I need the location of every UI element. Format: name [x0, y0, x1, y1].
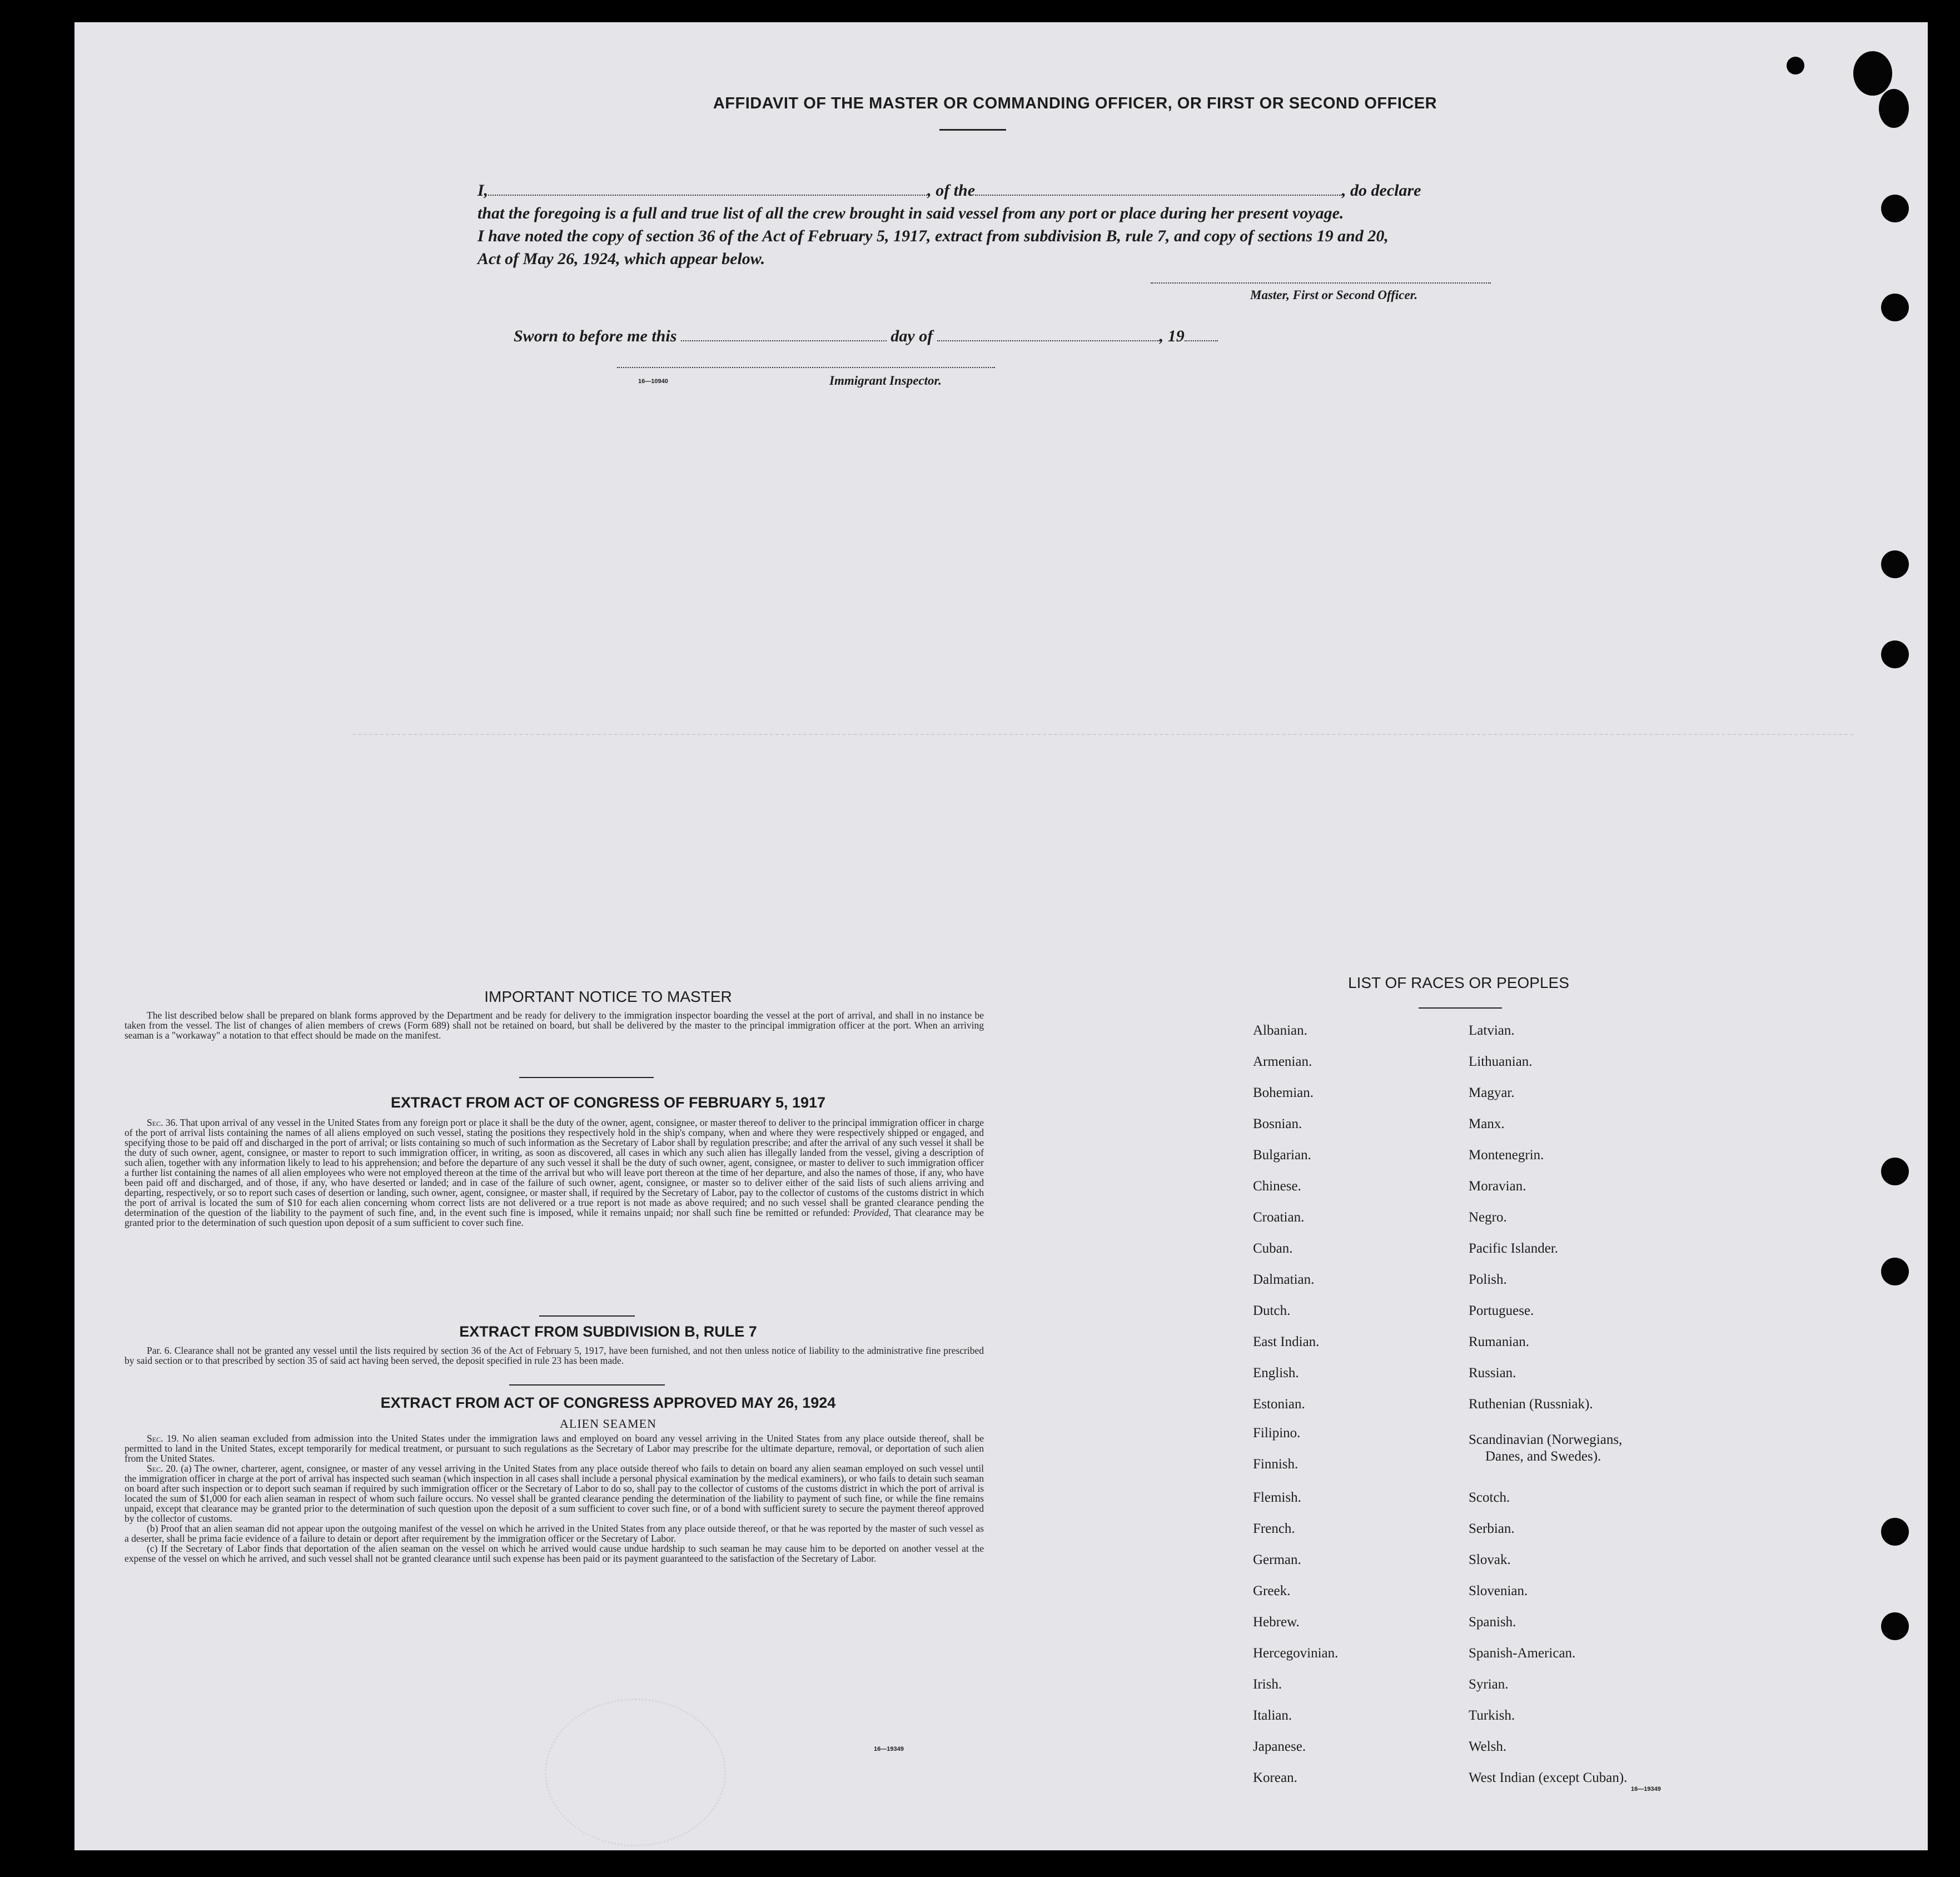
race-item: Bulgarian.: [1253, 1148, 1311, 1163]
ink-blot: [1787, 57, 1804, 75]
race-item: Turkish.: [1469, 1708, 1515, 1723]
race-item: Latvian.: [1469, 1023, 1515, 1038]
faint-seal-stamp: [545, 1699, 726, 1846]
race-item: Welsh.: [1469, 1739, 1507, 1754]
race-item: Serbian.: [1469, 1521, 1515, 1536]
race-item: Moravian.: [1469, 1179, 1526, 1194]
punch-hole: [1881, 550, 1909, 578]
rule-7-paragraph: Par. 6. Clearance shall not be granted any vessel until the lists required by section 36 of the Act of February 5, 1917, have been furnished, and not then unless notice of liability to the administrative fine prescribed by said section or to that prescribed by section 35 of said act having been served, the deposit specified in rule 23 has been made.: [125, 1345, 984, 1366]
race-item: Dalmatian.: [1253, 1272, 1315, 1287]
affidavit-line-1: [477, 179, 1589, 202]
extract-1924-title: EXTRACT FROM ACT OF CONGRESS APPROVED MAY 26, 1924: [380, 1394, 836, 1411]
affidavit-line-4: Act of May 26, 1924, which appear below.: [477, 250, 765, 268]
master-signature-line[interactable]: [1151, 282, 1491, 284]
race-item: Polish.: [1469, 1272, 1507, 1287]
race-item: Magyar.: [1469, 1085, 1515, 1100]
race-item: English.: [1253, 1365, 1299, 1381]
sec-36-text: That upon arrival of any vessel in the United States from any foreign port or place it shall be the duty of the owner, agent, consignee, or master thereof to deliver to the principal immigration officer in charge of the port of arrival lists containing the names of all aliens employed on such vessel, stating the positions they respectively hold in the ship's company, when and where they were respectively shipped or engaged, and specifying those to be paid off and discharged in the port of arrival; or lists containing so much of such information as the Secretary of Labor shall by regulation prescribe; and after the arrival of any such vessel it shall be the duty of such owner, agent, consignee, or master to report to such immigration officer, in writing, as soon as discovered, all cases in which any such alien has illegally landed from the vessel, giving a description of such alien, together with any information likely to lead to his apprehension; and before the departure of any such vessel it shall be the duty of such owner, agent, consignee, or master to deliver to such immigration officer a further list containing the names of all alien employees who were not employed thereon at the time of the arrival but who will leave port thereon at the time of her departure, and also the names of those, if any, who have been paid off and discharged, and of those, if any, who have deserted or landed; and in case of the failure of such owner, agent, consignee, or master so to deliver either of the said lists of such aliens arriving and departing, respectively, or so to report such cases of desertion or landing, such owner, agent, consignee, or master shall, if required by the Secretary of Labor, pay to the collector of customs of the customs district in which the port of arrival is located the sum of $10 for each alien concerning whom correct lists are not delivered or a true report is not made as above required; and no such vessel shall be granted clearance pending the determination of the question of the liability to the payment of such fine, and, in the event such fine is imposed, while it remains unpaid; nor shall such fine be remitted or refunded:: [125, 1117, 984, 1218]
alien-seamen-subtitle: ALIEN SEAMEN: [560, 1417, 656, 1431]
extract-1917-title: EXTRACT FROM ACT OF CONGRESS OF FEBRUARY 5, 1917: [390, 1094, 826, 1111]
race-item: Greek.: [1253, 1583, 1291, 1598]
race-item: Rumanian.: [1469, 1334, 1530, 1349]
master-signature-label: Master, First or Second Officer.: [1250, 288, 1418, 302]
race-item: Portuguese.: [1469, 1303, 1534, 1318]
vessel-blank[interactable]: [975, 182, 1342, 196]
sec-20-label: Sec. 20.: [147, 1463, 178, 1474]
sec-36-label: Sec. 36.: [147, 1117, 178, 1128]
races-title: LIST OF RACES OR PEOPLES: [1348, 974, 1569, 991]
race-item: Armenian.: [1253, 1054, 1312, 1069]
divider: [519, 1077, 654, 1078]
race-item: Pacific Islander.: [1469, 1241, 1559, 1256]
race-item: French.: [1253, 1521, 1295, 1536]
race-item: Ruthenian (Russniak).: [1469, 1397, 1593, 1412]
race-item: Negro.: [1469, 1210, 1507, 1225]
sec-19-label: Sec. 19.: [147, 1433, 179, 1444]
punch-hole: [1881, 294, 1909, 321]
notice-body: [125, 1010, 984, 1040]
notice-title: IMPORTANT NOTICE TO MASTER: [484, 988, 732, 1005]
fold-crease: [352, 734, 1853, 735]
race-item: Flemish.: [1253, 1490, 1301, 1505]
sec-19-text: No alien seaman excluded from admission into the United States under the immigration laws and employed on board any vessel arriving in the United States from any place outside thereof, shall be permitted to land in the United States, except temporarily for medical treatment, or pursuant to such regulations as the Secretary of Labor may prescribe for the ultimate departure, removal, or deportation of such alien from the United States.: [125, 1433, 984, 1464]
race-item: Scandinavian (Norwegians,: [1469, 1432, 1623, 1447]
race-item: Croatian.: [1253, 1210, 1305, 1225]
affidavit-i: I,: [477, 181, 489, 200]
sworn-label: Sworn to before me this: [514, 327, 677, 345]
race-item: Manx.: [1469, 1116, 1505, 1131]
race-item: Bohemian.: [1253, 1085, 1314, 1100]
race-item: East Indian.: [1253, 1334, 1320, 1349]
sec-20b-paragraph: (b) Proof that an alien seaman did not appear upon the outgoing manifest of the vessel on which he arrived in the United States from any place outside thereof, or that he was reported by the master of such vessel as a deserter, shall be prima facie evidence of a failure to detain or deport after requirement by the immigration officer or the Secretary of Labor.: [125, 1523, 984, 1544]
race-item: Finnish.: [1253, 1457, 1299, 1472]
notice-paragraph: The list described below shall be prepared on blank forms approved by the Department and be ready for delivery to the immigration inspector boarding the vessel at the port of arrival, and shall in no instance be taken from the vessel. The list of changes of alien members of crews (Form 689) shall not be retained on board, but shall be delivered by the master to the principal immigration officer at the port. When an arriving seaman is a "workaway" a notation to that effect should be made on the manifest.: [125, 1010, 984, 1041]
do-declare-label: , do declare: [1342, 181, 1421, 200]
race-item: Hercegovinian.: [1253, 1646, 1339, 1661]
divider: [539, 1315, 635, 1317]
races-form-number: 16—19349: [1631, 1786, 1661, 1792]
affidavit-line-3: I have noted the copy of section 36 of the Act of February 5, 1917, extract from subdivision B, rule 7, and copy of sections 19 and 20,: [477, 227, 1389, 245]
affidavit-form-number: 16—10940: [638, 378, 668, 385]
race-item: Japanese.: [1253, 1739, 1306, 1754]
sworn-line: [514, 327, 1218, 346]
sec-20a-text: (a) The owner, charterer, agent, consignee, or master of any vessel arriving in the United States from any place outside thereof who fails to detain on board any alien seaman employed on such vessel until the immigration officer in charge at the port of arrival has inspected such seaman (which inspection in all cases shall include a personal physical examination by the medical examiners), or who fails to detain such seaman on board after such inspection or to deport such seaman if required by such immigration officer or the Secretary of Labor to do so, shall pay to the collector of customs of the customs district in which the port of arrival is located the sum of $1,000 for each alien seaman in respect of whom such failure occurs. No vessel shall be granted clearance pending the determination of the liability to payment of such fine, or while the fine remains unpaid, except that clearance may be granted prior to the determination of such question upon the deposit of a sum sufficient to cover such fine, or of a bond with sufficient surety to secure the payment thereof approved by the collector of customs.: [125, 1463, 984, 1524]
provided-label: Provided,: [853, 1207, 891, 1218]
race-item: Chinese.: [1253, 1179, 1301, 1194]
race-item: Dutch.: [1253, 1303, 1291, 1318]
race-item: Syrian.: [1469, 1677, 1509, 1692]
month-blank[interactable]: [937, 328, 1160, 341]
race-item: Irish.: [1253, 1677, 1282, 1692]
notice-form-number: 16—19349: [874, 1746, 904, 1752]
race-item: Hebrew.: [1253, 1615, 1300, 1630]
affidavit-title: AFFIDAVIT OF THE MASTER OR COMMANDING OFFICER, OR FIRST OR SECOND OFFICER: [713, 95, 1437, 112]
sec-36-paragraph: [125, 1118, 984, 1228]
form-sheet: [74, 22, 1928, 1850]
day-of-label: day of: [891, 327, 933, 345]
race-item: Filipino.: [1253, 1426, 1301, 1441]
race-item: Montenegrin.: [1469, 1148, 1544, 1163]
sec-19-paragraph: [125, 1433, 984, 1463]
title-rule: [939, 129, 1006, 131]
race-item: Cuban.: [1253, 1241, 1293, 1256]
ink-blot: [1853, 51, 1892, 96]
race-item: Korean.: [1253, 1770, 1297, 1785]
race-item: Russian.: [1469, 1365, 1516, 1381]
ink-blot: [1879, 89, 1909, 128]
extract-1924-body: [125, 1433, 984, 1563]
race-item: Danes, and Swedes).: [1485, 1449, 1601, 1464]
race-item: Albanian.: [1253, 1023, 1307, 1038]
year-blank[interactable]: [1185, 328, 1218, 341]
of-the-label: , of the: [927, 181, 976, 200]
punch-hole: [1881, 1518, 1909, 1546]
race-item: Spanish-American.: [1469, 1646, 1576, 1661]
race-item: Bosnian.: [1253, 1116, 1302, 1131]
race-item: German.: [1253, 1552, 1301, 1567]
affidavit-line-2: that the foregoing is a full and true list of all the crew brought in said vessel from any port or place during her present voyage.: [477, 204, 1344, 222]
extract-1917-body: [125, 1118, 984, 1228]
divider: [509, 1384, 665, 1386]
race-item: Lithuanian.: [1469, 1054, 1533, 1069]
year-label: , 19: [1159, 327, 1185, 345]
name-blank[interactable]: [488, 182, 927, 196]
race-item: Italian.: [1253, 1708, 1292, 1723]
sec-20c-paragraph: (c) If the Secretary of Labor finds that deportation of the alien seaman on the vessel on which he arrived would cause undue hardship to such seaman he may cause him to be deported on another vessel at the expense of the vessel on which he arrived, and such vessel shall not be granted clearance until such expense has been paid or its payment guaranteed to the satisfaction of the Secretary of Labor.: [125, 1543, 984, 1564]
punch-hole: [1881, 1612, 1909, 1640]
day-blank[interactable]: [681, 328, 887, 341]
races-title-rule: [1419, 1007, 1502, 1009]
rule-7-title: EXTRACT FROM SUBDIVISION B, RULE 7: [459, 1323, 757, 1340]
sec-20a-paragraph: [125, 1463, 984, 1523]
punch-hole: [1881, 640, 1909, 668]
punch-hole: [1881, 1258, 1909, 1285]
race-item: Slovenian.: [1469, 1583, 1528, 1598]
race-item: Estonian.: [1253, 1397, 1305, 1412]
race-item: Slovak.: [1469, 1552, 1511, 1567]
inspector-signature-line[interactable]: [617, 367, 995, 368]
punch-hole: [1881, 1158, 1909, 1185]
race-item: Scotch.: [1469, 1490, 1510, 1505]
race-item: Spanish.: [1469, 1615, 1516, 1630]
affidavit-text: [477, 179, 1589, 270]
sec-36-end: That clearance may be granted prior to the determination of such question upon deposit of a sum sufficient to cover such fine.: [125, 1207, 984, 1228]
rule-7-body: [125, 1345, 984, 1365]
inspector-label: Immigrant Inspector.: [829, 374, 942, 388]
punch-hole: [1881, 195, 1909, 222]
race-item: West Indian (except Cuban).: [1469, 1770, 1628, 1785]
